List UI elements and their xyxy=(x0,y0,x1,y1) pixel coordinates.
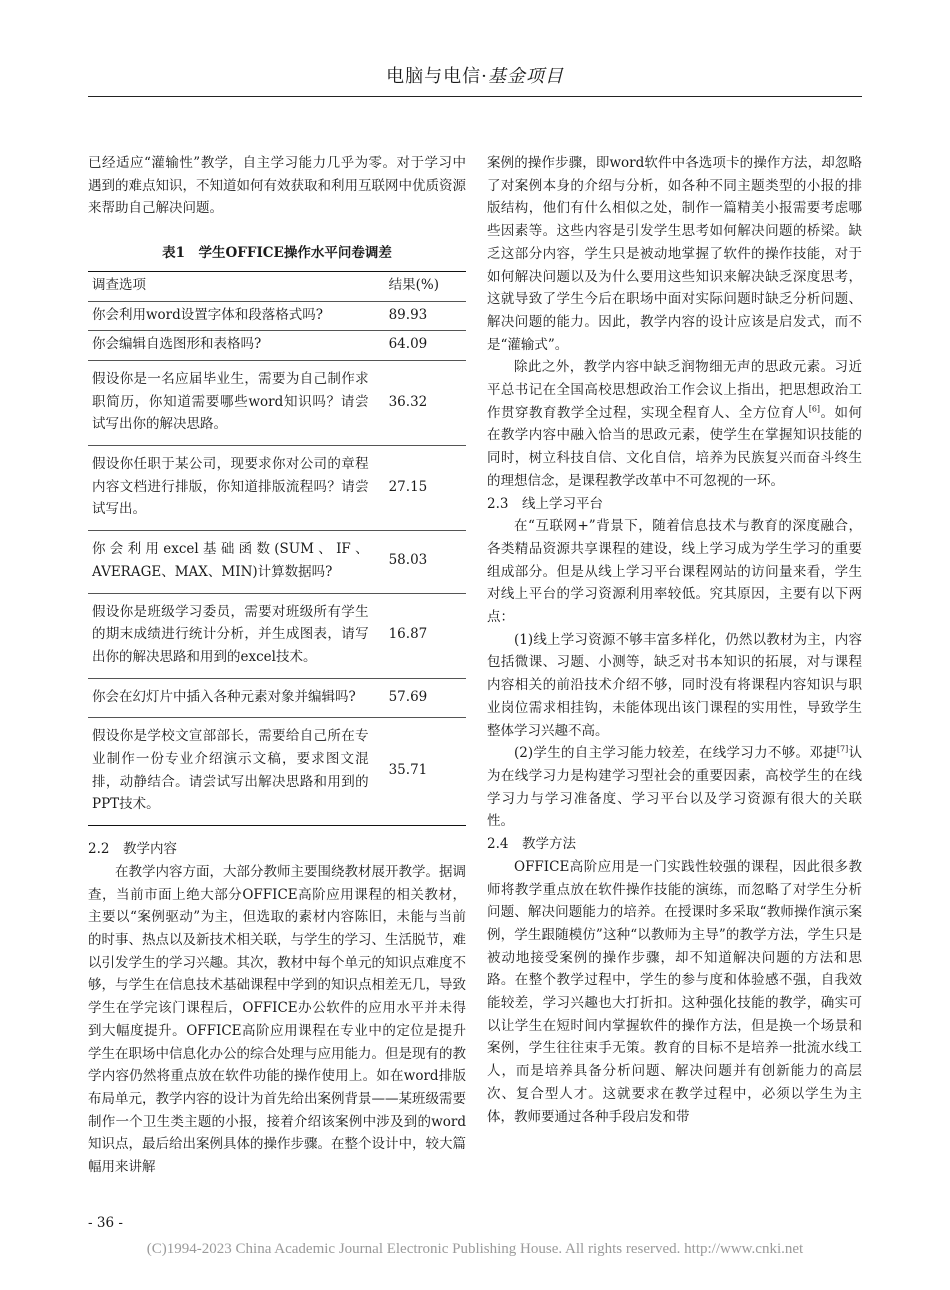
table-row xyxy=(88,718,466,826)
table-cell-question: 假设你是班级学习委员，需要对班级所有学生的期末成绩进行统计分析，并生成图表，请写出你的解决思路和用到的excel技术。 xyxy=(88,593,377,678)
citation-ref: [6] xyxy=(808,404,821,414)
list-item: (1)线上学习资源不够丰富多样化，仍然以教材为主，内容包括微课、习题、小测等，缺乏对书本知识的拓展，对与课程内容相关的前沿技术介绍不够，同时没有将课程内容知识与职业岗位需求相挂钩，未能体现出该门课程的实用性，导致学生整体学习兴趣不高。 xyxy=(487,631,862,739)
table-cell-question: 假设你是学校文宣部部长，需要给自己所在专业制作一份专业介绍演示文稿，要求图文混排，动静结合。请尝试写出解决思路和用到的PPT技术。 xyxy=(88,718,377,826)
body-paragraph: OFFICE高阶应用是一门实践性较强的课程，因此很多教师将教学重点放在软件操作技能的演练，而忽略了对学生分析问题、解决问题能力的培养。在授课时多采取“教师操作演示案例，学生跟随模仿”这种“以教师为主导”的教学方法，学生只是被动地接受案例的操作步骤，却不知道解决问题的方法和思路。在整个教学过程中，学生的参与度和体验感不强，自我效能较差，学习兴趣也大打折扣。这种强化技能的教学，确实可以让学生在短时间内掌握软件的操作方法，但是换一个场景和案例，学生往往束手无策。教育的目标不是培养一批流水线工人，而是培养具备分析问题、解决问题并有创新能力的高层次、复合型人才。这就要求在教学过程中，必须以学生为主体，教师要通过各种手段启发和带 xyxy=(487,858,862,1125)
section-heading-2-2: 2.2 教学内容 xyxy=(88,841,177,858)
citation-ref: [7] xyxy=(836,744,849,754)
table-row xyxy=(88,360,466,445)
table-cell-result: 64.09 xyxy=(377,331,466,361)
table-cell-result: 16.87 xyxy=(377,593,466,678)
table-cell-result: 89.93 xyxy=(377,301,466,331)
section-heading-2-3: 2.3 线上学习平台 xyxy=(487,495,603,512)
table-cell-question: 你会在幻灯片中插入各种元素对象并编辑吗? xyxy=(88,678,377,718)
table-row xyxy=(88,593,466,678)
table-cell-result: 36.32 xyxy=(377,360,466,445)
header-rule xyxy=(88,96,862,97)
survey-table xyxy=(88,271,466,826)
table-cell-question: 你会编辑自选图形和表格吗? xyxy=(88,331,377,361)
table-header-result: 结果(%) xyxy=(377,271,466,301)
body-paragraph: 案例的操作步骤，即word软件中各选项卡的操作方法，却忽略了对案例本身的介绍与分析，如各种不同主题类型的小报的排版结构，他们有什么相似之处，制作一篇精美小报需要考虑哪些因素等。这些内容是引发学生思考如何解决问题的桥梁。缺乏这部分内容，学生只是被动地掌握了软件的操作技能，对于如何解决问题以及为什么要用这些知识来解决缺乏深度思考，这就导致了学生今后在职场中面对实际问题时缺乏分析问题、解决问题的能力。因此，教学内容的设计应该是启发式，而不是“灌输式”。 xyxy=(487,155,862,353)
text-span: 认为在线学习力是构建学习型社会的重要因素，高校学生的在线学习力与学习准备度、学习平台以及学习资源有很大的关联性。 xyxy=(487,745,863,830)
table-caption: 表1 学生OFFICE操作水平问卷调差 xyxy=(162,245,392,262)
table-cell-question: 你会利用excel基础函数(SUM、IF、AVERAGE、MAX、MIN)计算数据吗? xyxy=(88,531,377,593)
table-row xyxy=(88,331,466,361)
table-header-question: 调查选项 xyxy=(88,271,377,301)
table-header-row xyxy=(88,271,466,301)
body-paragraph: 在教学内容方面，大部分教师主要围绕教材展开教学。据调查，当前市面上绝大部分OFFICE高阶应用课程的相关教材，主要以“案例驱动”为主，但选取的素材内容陈旧，未能与当前的时事、热点以及新技术相关联，与学生的学习、生活脱节，难以引发学生的学习兴趣。其次，教材中每个单元的知识点难度不够，与学生在信息技术基础课程中学到的知识点相差无几，导致学生在学完该门课程后，OFFICE办公软件的应用水平并未得到大幅度提升。OFFICE高阶应用课程在专业中的定位是提升学生在职场中信息化办公的综合处理与应用能力。但是现有的教学内容仍然将重点放在软件功能的操作使用上。如在word排版布局单元，教学内容的设计为首先给出案例背景——某班级需要制作一个卫生类主题的小报，接着介绍该案例中涉及到的word知识点，最后给出案例具体的操作步骤。在整个设计中，较大篇幅用来讲解 xyxy=(88,863,466,1176)
list-item xyxy=(487,742,862,833)
table-cell-result: 27.15 xyxy=(377,446,466,531)
intro-paragraph: 已经适应“灌输性”教学，自主学习能力几乎为零。对于学习中遇到的难点知识，不知道如何有效获取和利用互联网中优质资源来帮助自己解决问题。 xyxy=(88,155,466,217)
text-span: (2)学生的自主学习能力较差，在线学习力不够。邓捷 xyxy=(514,745,837,762)
journal-title: 电脑与电信· xyxy=(386,66,488,87)
table-cell-question: 假设你任职于某公司，现要求你对公司的章程内容文档进行排版，你知道排版流程吗？请尝试写出。 xyxy=(88,446,377,531)
journal-section: 基金项目 xyxy=(487,66,564,87)
table-row xyxy=(88,301,466,331)
right-column xyxy=(487,152,862,1128)
table-cell-question: 假设你是一名应届毕业生，需要为自己制作求职简历，你知道需要哪些word知识吗？请尝试写出你的解决思路。 xyxy=(88,360,377,445)
table-cell-result: 35.71 xyxy=(377,718,466,826)
body-paragraph xyxy=(487,356,862,492)
table-cell-result: 58.03 xyxy=(377,531,466,593)
text-span: 。如何在教学内容中融入恰当的思政元素，使学生在掌握知识技能的同时，树立科技自信、文化自信，培养为民族复兴而奋斗终生的理想信念，是课程教学改革中不可忽视的一环。 xyxy=(487,404,863,489)
table-cell-result: 57.69 xyxy=(377,678,466,718)
left-column xyxy=(88,152,466,1179)
journal-header xyxy=(0,62,950,88)
table-row xyxy=(88,446,466,531)
table-row xyxy=(88,531,466,593)
table-row xyxy=(88,678,466,718)
table-cell-question: 你会利用word设置字体和段落格式吗? xyxy=(88,301,377,331)
page-number: - 36 - xyxy=(88,1215,123,1231)
text-span: 除此之外，教学内容中缺乏润物细无声的思政元素。习近平总书记在全国高校思想政治工作会议上指出，把思想政治工作贯穿教育教学全过程，实现全程育人、全方位育人 xyxy=(487,359,862,421)
section-heading-2-4: 2.4 教学方法 xyxy=(487,836,576,853)
copyright-notice: (C)1994-2023 China Academic Journal Electronic Publishing House. All rights reserved. http://www.cnki.net xyxy=(146,1241,804,1257)
body-paragraph: 在“互联网+”背景下，随着信息技术与教育的深度融合，各类精品资源共享课程的建设，线上学习成为学生学习的重要组成部分。但是从线上学习平台课程网站的访问量来看，学生对线上平台的学习资源利用率较低。究其原因，主要有以下两点： xyxy=(487,518,862,626)
